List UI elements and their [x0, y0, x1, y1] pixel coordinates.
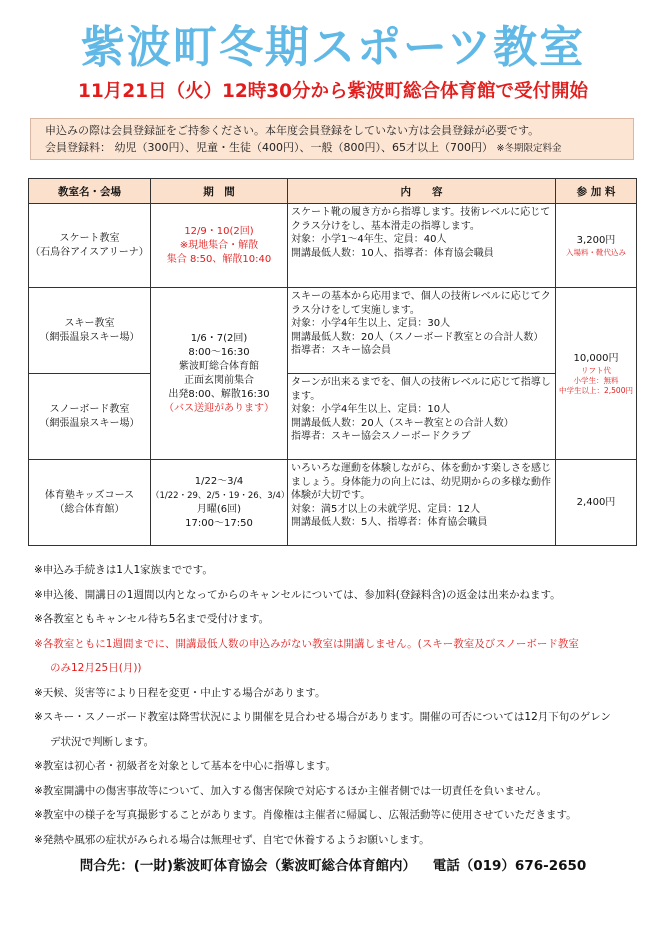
kids-period-cell: [151, 460, 288, 546]
ski-fee: 10,000円: [573, 352, 619, 364]
kids-content-cell: [288, 460, 556, 546]
skate-name-cell: [29, 204, 151, 288]
kids-fee: 2,400円: [576, 496, 616, 508]
note-item: ※申込み手続きは1人1家族までです。: [34, 564, 213, 576]
skate-name: スケート教室: [59, 232, 120, 244]
kids-name: 体育塾キッズコース: [44, 489, 135, 501]
membership-notice: [30, 118, 634, 160]
skate-period-dates: 12/9・10(2回): [184, 225, 254, 237]
note-item-important: ※各教室ともに1週間までに、開講最低人数の申込みがない教室は開講しません。(スキー教室及びスノーボード教室: [34, 637, 579, 650]
kids-period-weekday: 月曜(6回): [196, 503, 242, 515]
note-item: ※スキー・スノーボード教室は降雪状況により開催を見合わせる場合があります。開催の可否については12月下旬のゲレン: [34, 711, 611, 723]
table-row-snowboard: [29, 374, 637, 460]
notes-list: [34, 558, 644, 852]
ski-name: スキー教室: [64, 317, 115, 329]
skate-period-times: 集合 8:50、解散10:40: [166, 253, 272, 265]
ski-period-bus: （バス送迎があります）: [164, 402, 274, 414]
notice-line-2: [45, 139, 633, 157]
table-row-ski: [29, 288, 637, 374]
snowboard-content-min: 開講最低人数：20人（スキー教室との合計人数）: [291, 417, 514, 429]
ski-period-dates: 1/6・7(2回): [190, 332, 248, 344]
header-content: 内 容: [288, 179, 556, 204]
note-item: ※教室は初心者・初級者を対象として基本を中心に指導します。: [34, 760, 336, 772]
ski-venue: （網張温泉スキー場）: [39, 331, 140, 343]
note-item: ※教室開講中の傷害事故等について、加入する傷害保険で対応するほか主催者側では一切責任を負いません。: [34, 784, 548, 797]
note-item: ※申込後、開講日の1週間以内となってからのキャンセルについては、参加料(登録料含)の返金は出来かねます。: [34, 588, 561, 601]
header-class-name: 教室名・会場: [29, 179, 151, 204]
notice-line-1: 申込みの際は会員登録証をご持参ください。本年度会員登録をしていない方は会員登録が必要です。: [45, 124, 540, 137]
note-item: ※教室中の様子を写真撮影することがあります。肖像権は主催者に帰属し、広報活動等に使用させていただきます。: [34, 809, 577, 821]
ski-content-instructor: 指導者：スキー協会員: [291, 345, 391, 356]
table-row-skate: [29, 204, 637, 288]
contact-phone: 電話（019）676-2650: [432, 858, 587, 874]
snowboard-content-target: 対象：小学4年生以上、定員：10人: [291, 404, 451, 415]
snowboard-content-desc: ターンが出来るまでを、個人の技術レベルに応じて指導します。: [291, 377, 551, 402]
contact-info: [0, 856, 666, 876]
skate-content-min: 開講最低人数：10人、指導者：体育協会職員: [291, 247, 494, 259]
kids-period-range: 1/22～3/4: [194, 475, 244, 487]
snowboard-content-cell: [288, 374, 556, 460]
skate-content-target: 対象：小学1～4年生、定員：40人: [291, 234, 447, 245]
snowboard-name: スノーボード教室: [49, 403, 130, 415]
skate-period-cell: [151, 204, 288, 288]
kids-name-cell: [29, 460, 151, 546]
ski-snowboard-fee-cell: [556, 288, 637, 460]
snowboard-name-cell: [29, 374, 151, 460]
header-fee: 参 加 料: [556, 179, 637, 204]
ski-content-min: 開講最低人数：20人（スノーボード教室との合計人数）: [291, 331, 544, 343]
ski-fee-note-lift: リフト代: [581, 365, 611, 375]
kids-content-desc: いろいろな運動を体験しながら、体を動かす楽しさを感じましょう。身体能力の向上には、幼児期からの多様な動作体験が大切です。: [291, 463, 551, 501]
notice-winter-note: ※冬期限定料金: [496, 143, 562, 154]
page-title: 紫波町冬期スポーツ教室: [80, 22, 586, 73]
kids-fee-cell: [556, 460, 637, 546]
kids-content-target: 対象：満5才以上の未就学児、定員：12人: [291, 503, 481, 515]
ski-content-desc: スキーの基本から応用まで、個人の技術レベルに応じてクラス分けをして実施します。: [291, 291, 551, 316]
table-row-kids: [29, 460, 637, 546]
kids-venue: （総合体育館）: [54, 503, 125, 515]
snowboard-content-instructor: 指導者：スキー協会スノーボードクラブ: [291, 431, 471, 442]
ski-period-place: 紫波町総合体育館: [179, 360, 259, 372]
note-item-important-cont: のみ12月25日(月)): [50, 662, 142, 674]
skate-period-meet: ※現地集合・解散: [179, 239, 259, 251]
table-header-row: [29, 179, 637, 204]
notice-fees: 会員登録料： 幼児（300円）、児童・生徒（400円）、一般（800円）、65才以上（700円）: [45, 141, 493, 154]
kids-period-dates: （1/22・29、2/5・19・26、3/4）: [151, 490, 290, 501]
ski-content-target: 対象：小学4年生以上、定員：30人: [291, 318, 451, 329]
class-table: [28, 178, 637, 546]
ski-content-cell: [288, 288, 556, 374]
kids-content-min: 開講最低人数：5人、指導者：体育協会職員: [291, 517, 488, 528]
snowboard-venue: （網張温泉スキー場）: [39, 417, 140, 429]
skate-fee: 3,200円: [576, 234, 616, 246]
ski-fee-note-elementary: 小学生：無料: [573, 375, 619, 385]
header-period: 期 間: [151, 179, 288, 204]
ski-fee-note-junior: 中学生以上：2,500円: [559, 385, 633, 395]
registration-subtitle: 11月21日（火）12時30分から紫波町総合体育館で受付開始: [78, 81, 588, 102]
skate-fee-note: 入場料・靴代込み: [566, 247, 626, 257]
skate-content-desc: スケート靴の履き方から指導します。技術レベルに応じてクラス分けをし、基本滑走の指導します。: [291, 207, 551, 232]
ski-period-times: 出発8:00、解散16:30: [168, 388, 270, 400]
contact-label: 問合先：(一財)紫波町体育協会（紫波町総合体育館内）: [79, 858, 417, 874]
note-item-cont: デ状況で判断します。: [50, 735, 155, 748]
note-item: ※天候、災害等により日程を変更・中止する場合があります。: [34, 686, 326, 699]
note-item: ※発熱や風邪の症状がみられる場合は無理せず、自宅で休養するようお願いします。: [34, 833, 430, 846]
ski-period-meet: 正面玄関前集合: [184, 374, 254, 386]
kids-period-hours: 17:00～17:50: [185, 517, 253, 529]
note-item: ※各教室ともキャンセル待ち5名まで受付けます。: [34, 613, 270, 625]
skate-content-cell: [288, 204, 556, 288]
skate-venue: （石鳥谷アイスアリーナ）: [30, 246, 149, 258]
ski-name-cell: [29, 288, 151, 374]
skate-fee-cell: [556, 204, 637, 288]
ski-period-hours: 8:00～16:30: [188, 346, 250, 358]
ski-snowboard-period-cell: [151, 288, 288, 460]
